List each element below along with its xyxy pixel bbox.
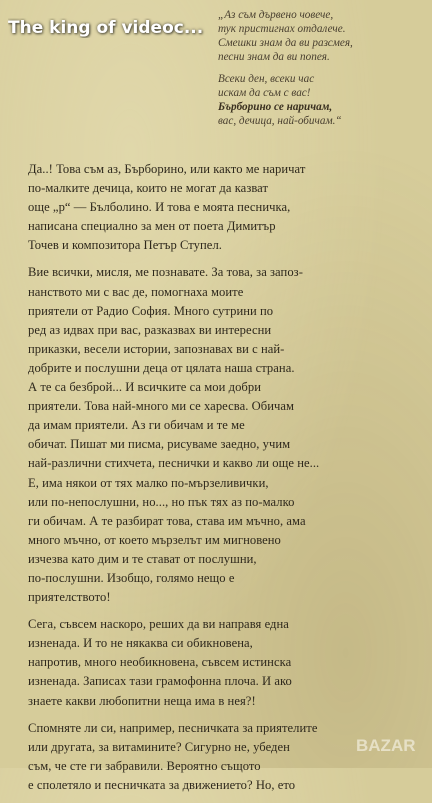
text-line: съм, че сте ги забравили. Вероятно същото [28,758,261,773]
text-line: или по-непослушни, но..., но пък тях аз по-малко [28,494,295,509]
poem-line: тук пристигнах отдалече. [218,23,346,35]
text-line: е сполетяло и песничката за движението? Но, ето [28,777,296,792]
poem-line: песни знам да ви попея. [218,51,330,63]
poem-stanza-gap [218,64,424,72]
poem-line: вас, дечица, най-обичам.“ [218,115,342,127]
paragraph-friends [28,263,420,607]
text-line: Да..! Това съм аз, Бърборино, или както ме наричат [28,162,306,176]
article-body [28,160,420,803]
text-line: още „р“ — Бълболино. И това е моята песничка, [28,200,291,215]
text-line: по-послушни. Изобщо, голямо нещо е [28,570,235,585]
text-line: ред аз идвах при вас, разказвах ви интересни [28,322,272,337]
text-line: ги обичам. А те разбират това, става им мъчно, ама [28,513,306,528]
text-line: Спомняте ли си, например, песничката за приятелите [28,720,318,735]
text-line: Сега, съвсем наскоро, реших да ви направя една [28,617,289,632]
paragraph-surprise [28,615,420,710]
text-line: изненада. И то не някаква си обикновена, [28,636,253,651]
text-line: Е, има някои от тях малко по-мързеливички, [28,475,269,490]
text-line: най-различни стихчета, песнички и какво ли още не... [28,456,320,471]
text-line: Точев и композитора Петър Ступел. [28,238,222,253]
text-line: да имам приятели. Аз ги обичам и те ме [28,418,245,433]
poem-bold-line: Бърборино се наричам, [218,101,333,113]
text-line: приятели от Радио София. Много сутрини по [28,303,274,318]
poem-line: искам да съм с вас! [218,87,311,99]
text-line: или другата, за витамините? Сигурно не, убеден [28,739,290,754]
text-line: А те са безброй... И всичките са мои добри [28,380,262,395]
poem-line [218,100,424,114]
svg-text:BAZAR: BAZAR [356,736,416,755]
text-line: изненада. Записах тази грамофонна плоча. И ако [28,674,292,689]
video-channel-title: The king of videoc... [8,18,204,38]
text-line: знаете какви любопитни неща има в нея?! [28,693,256,708]
bazar-watermark-logo [354,732,424,758]
text-line: изчезва като дим и те стават от послушни, [28,551,257,566]
text-line: напротив, много необикновена, съвсем истинска [28,655,292,670]
text-line: приказки, весели истории, запознавах ви с най- [28,341,285,356]
text-line: обичат. Пишат ми писма, рисуваме заедно, учим [28,437,291,452]
text-line: приятелството! [28,590,111,605]
text-line: написана специално за мен от поета Димитър [28,219,276,234]
text-line: нанството ми с вас де, помогнаха моите [28,284,244,299]
text-line: по-малките дечица, които не могат да казват [28,181,269,196]
text-line: много мъчно, от което мързелът им мигновено [28,532,281,547]
poem-line: Всеки ден, всеки час [218,73,315,85]
text-line: Вие всички, мисля, ме познавате. За това, за запоз- [28,265,303,280]
text-line: приятели. Това най-много ми се харесва. Обичам [28,399,295,414]
text-line: добрите и послушни деца от цялата наша страна. [28,360,295,375]
poem-line: „Аз съм дървено човече, [218,9,334,21]
paragraph-intro [28,160,420,255]
poem-line: Смешки знам да ви разсмея, [218,37,353,49]
